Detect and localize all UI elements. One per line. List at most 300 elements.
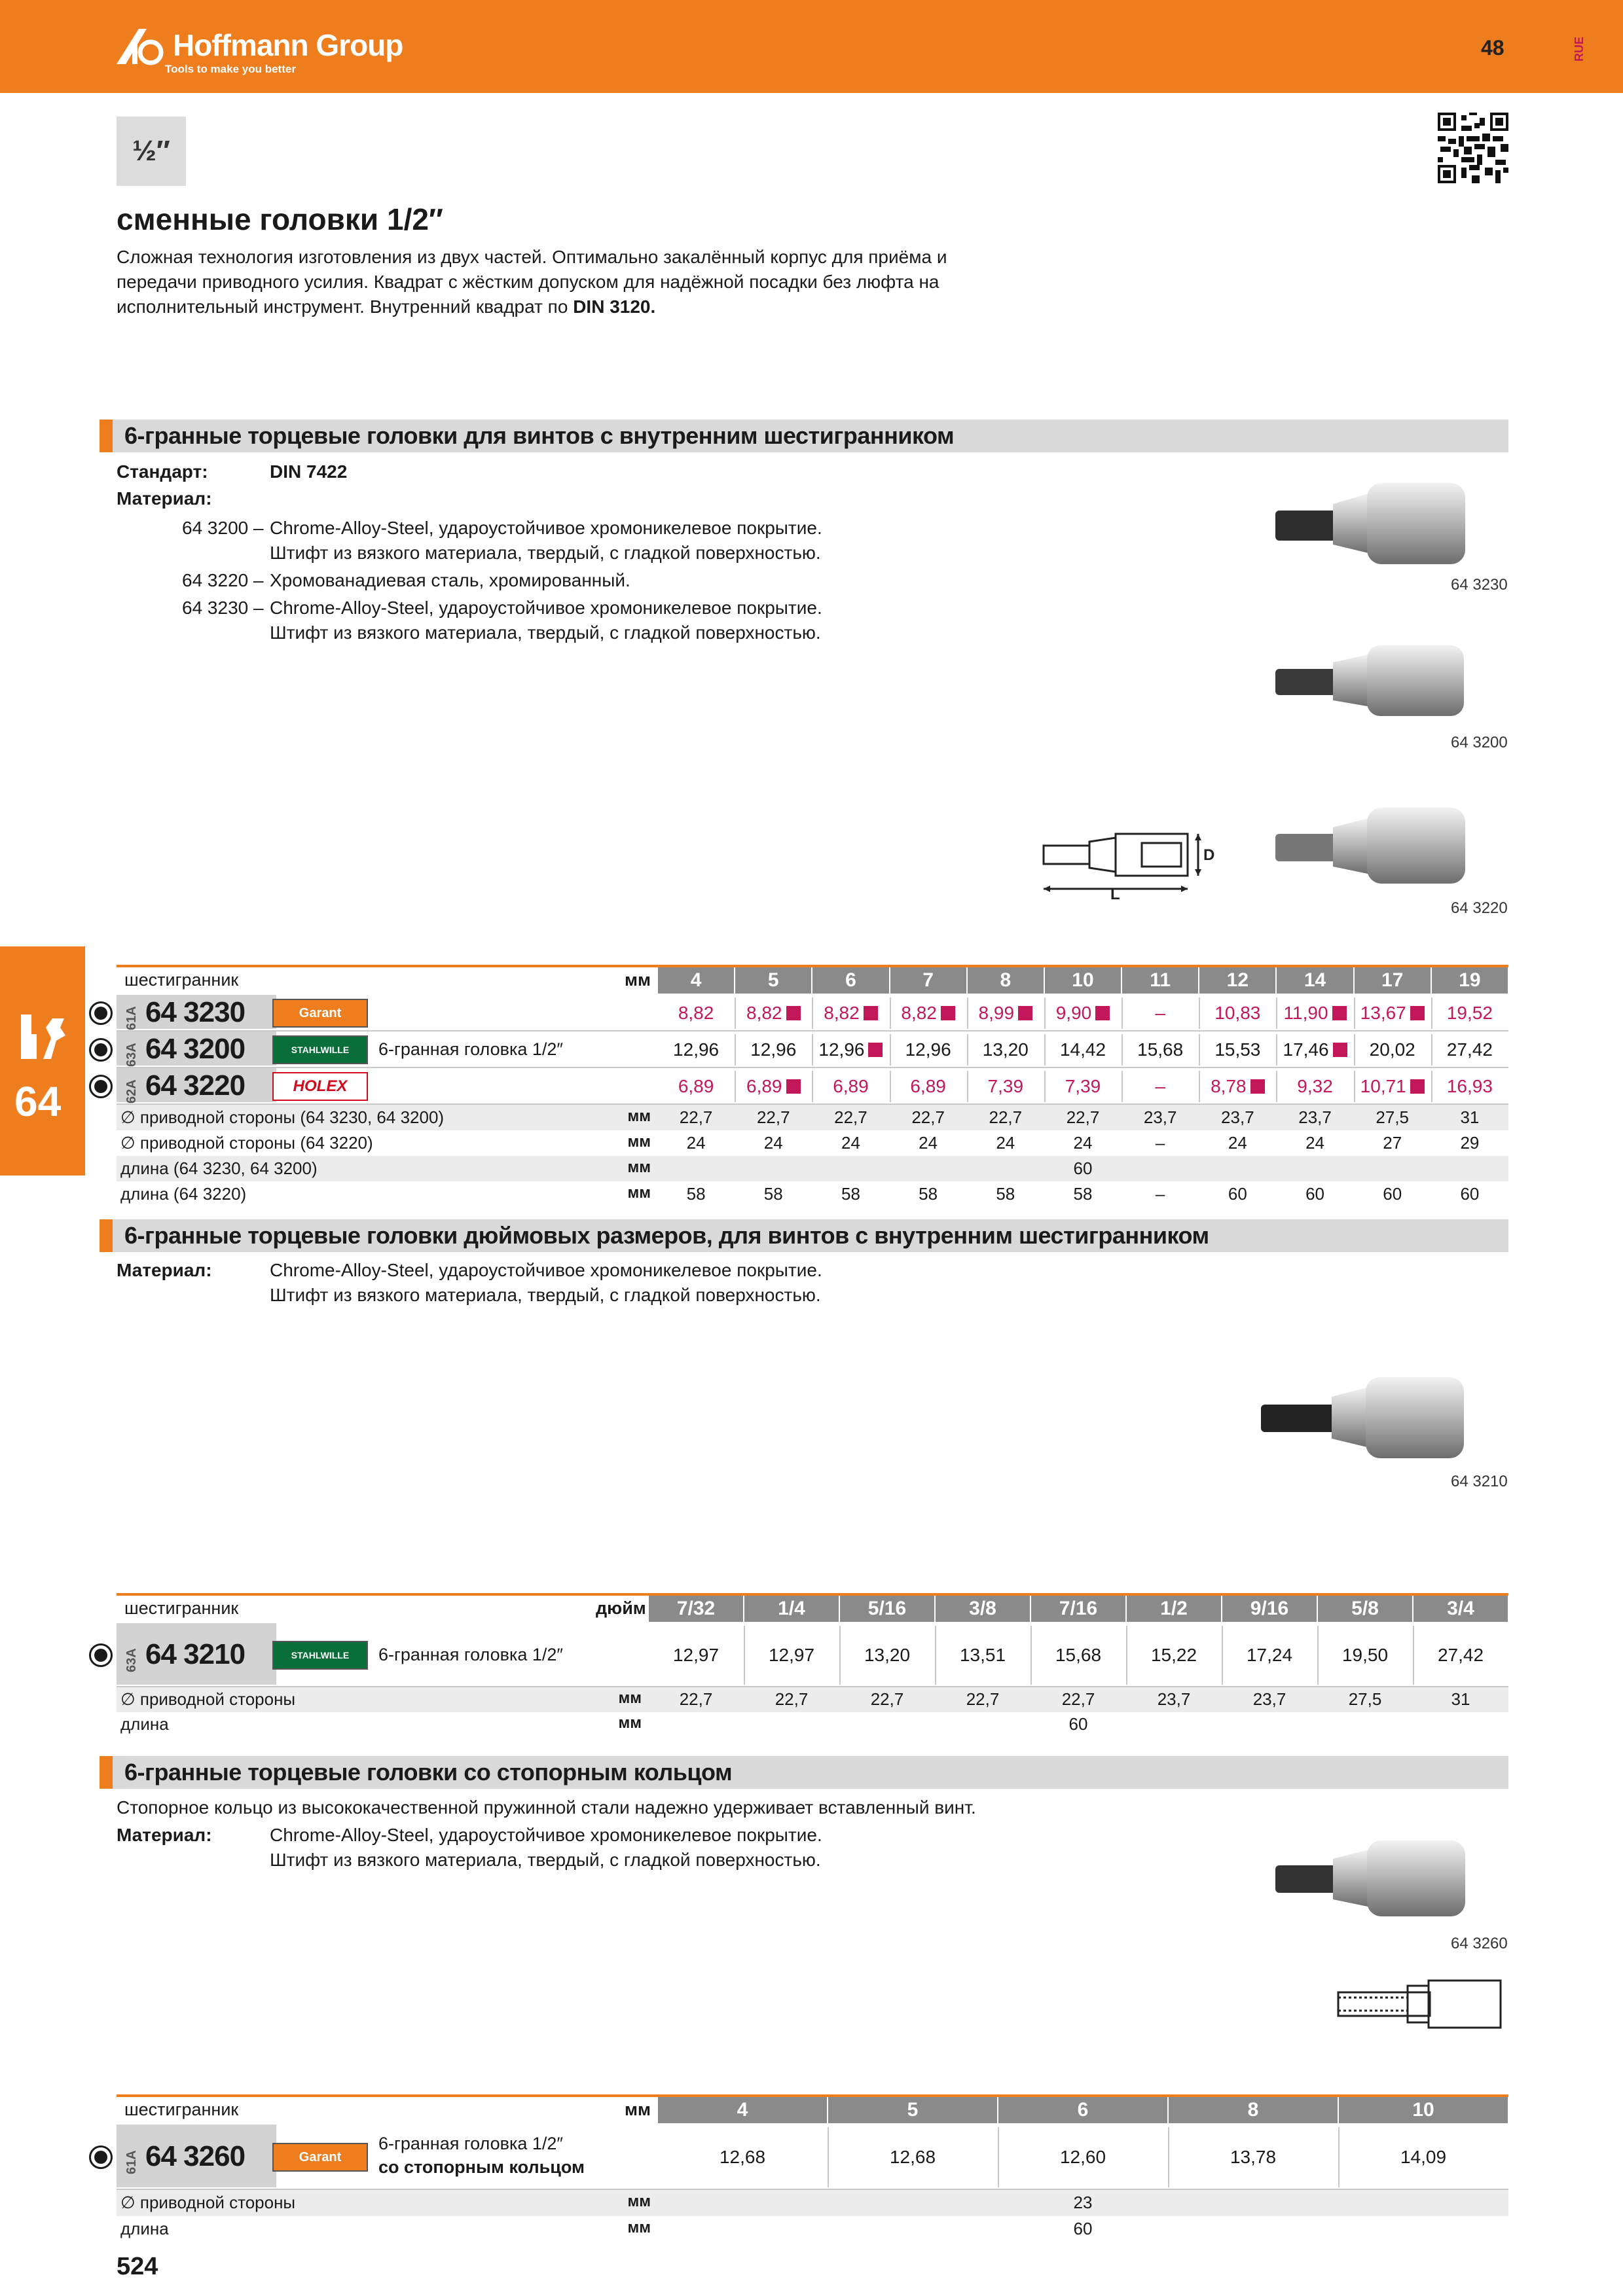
availability-dot-icon bbox=[89, 1001, 113, 1025]
column-separator bbox=[1222, 1626, 1223, 1685]
price-cell[interactable] bbox=[1168, 2146, 1338, 2168]
material-line: Штифт из вязкого материала, твердый, с гладкой поверхностью. bbox=[270, 1285, 821, 1305]
price-value: 14,09 bbox=[1400, 2147, 1447, 2167]
image-caption: 64 3200 bbox=[1451, 734, 1508, 751]
size-header-cell: 6 bbox=[998, 2097, 1167, 2123]
size-header-cell: 3/8 bbox=[936, 1596, 1030, 1622]
column-separator bbox=[1276, 1034, 1277, 1066]
price-value: 12,96 bbox=[818, 1039, 865, 1060]
brand-name: Hoffmann Group bbox=[173, 28, 403, 62]
spec-value: 22,7 bbox=[756, 1107, 790, 1127]
spec-value: 23,7 bbox=[1143, 1107, 1177, 1127]
price-value: 8,99 bbox=[978, 1003, 1015, 1023]
spec-value: 22,7 bbox=[911, 1107, 945, 1127]
column-separator bbox=[812, 1071, 813, 1102]
column-separator bbox=[1338, 2127, 1340, 2187]
price-cell[interactable] bbox=[935, 1644, 1030, 1666]
article-prefix: 61A bbox=[124, 2150, 139, 2174]
brand-logo-stahlwille: STAHLWILLE bbox=[272, 1641, 368, 1670]
spec-value: 24 bbox=[1073, 1132, 1093, 1153]
column-separator bbox=[1431, 1071, 1432, 1102]
size-header-cell: 5 bbox=[828, 2097, 997, 2123]
price-value: 12,96 bbox=[905, 1039, 951, 1060]
price-value: 12,97 bbox=[768, 1645, 815, 1665]
spec-label: длина (64 3230, 64 3200) bbox=[120, 1158, 318, 1178]
column-separator bbox=[1413, 1626, 1414, 1685]
price-value: 13,20 bbox=[864, 1645, 911, 1665]
spec-value-span: 23 bbox=[1073, 2193, 1093, 2212]
price-value: 13,20 bbox=[982, 1039, 1029, 1060]
column-separator bbox=[1431, 1034, 1432, 1066]
availability-dot-icon bbox=[89, 1643, 113, 1667]
promo-marker-icon bbox=[1095, 1006, 1110, 1020]
price-value: 14,42 bbox=[1059, 1039, 1106, 1060]
material-label: Материал: bbox=[117, 1825, 212, 1845]
intro-standard: DIN 3120. bbox=[573, 296, 656, 317]
column-separator bbox=[735, 997, 736, 1029]
price-value: 17,46 bbox=[1283, 1039, 1329, 1060]
wrench-icon bbox=[14, 1008, 71, 1064]
spec-value: 22,7 bbox=[966, 1689, 1000, 1709]
column-separator bbox=[935, 1626, 936, 1685]
spec-value: 22,7 bbox=[1066, 1107, 1100, 1127]
spec-value: 58 bbox=[1073, 1183, 1093, 1204]
article-number[interactable]: 64 3220 bbox=[145, 1069, 246, 1102]
price-value: 12,96 bbox=[750, 1039, 797, 1060]
article-prefix: 63A bbox=[124, 1648, 139, 1672]
price-cell[interactable] bbox=[744, 1644, 839, 1666]
promo-marker-icon bbox=[864, 1006, 878, 1020]
spec-value: 22,7 bbox=[679, 1107, 713, 1127]
size-header-cell: 7/16 bbox=[1031, 1596, 1125, 1622]
section-title: 6-гранные торцевые головки дюймовых размеров, для винтов с внутренним шестигранником bbox=[124, 1222, 1209, 1249]
price-cell[interactable] bbox=[1122, 1002, 1199, 1024]
material-line: Штифт из вязкого материала, твердый, с гладкой поверхностью. bbox=[270, 1850, 821, 1870]
section-intro: Стопорное кольцо из высококачественной пружинной стали надежно удерживает вставленный винт. bbox=[117, 1797, 976, 1818]
image-caption: 64 3230 bbox=[1451, 576, 1508, 594]
column-separator bbox=[1354, 1034, 1355, 1066]
availability-dot-icon bbox=[89, 1038, 113, 1062]
price-value: – bbox=[1155, 1003, 1165, 1023]
price-cell[interactable] bbox=[998, 2146, 1168, 2168]
column-separator bbox=[744, 1626, 745, 1685]
standard-value: DIN 7422 bbox=[270, 461, 348, 482]
dimension-d-label: D bbox=[1203, 846, 1215, 864]
price-cell[interactable] bbox=[648, 1644, 744, 1666]
size-header-cell: 10 bbox=[1339, 2097, 1508, 2123]
promo-marker-icon bbox=[786, 1079, 801, 1094]
price-value: 7,39 bbox=[987, 1076, 1024, 1096]
price-value: 10,83 bbox=[1214, 1003, 1261, 1023]
column-separator bbox=[890, 997, 891, 1029]
spec-value: 58 bbox=[919, 1183, 938, 1204]
promo-marker-icon bbox=[1250, 1079, 1265, 1094]
column-separator bbox=[1122, 997, 1123, 1029]
promo-marker-icon bbox=[1018, 1006, 1032, 1020]
size-header-cell: 1/4 bbox=[744, 1596, 839, 1622]
spec-label: длина (64 3220) bbox=[120, 1183, 247, 1204]
page-number: 524 bbox=[117, 2253, 158, 2280]
size-header-cell: 6 bbox=[812, 967, 888, 994]
spec-value: 29 bbox=[1460, 1132, 1480, 1153]
price-value: 8,82 bbox=[746, 1003, 782, 1023]
price-value: 12,96 bbox=[673, 1039, 720, 1060]
price-cell[interactable] bbox=[1222, 1644, 1317, 1666]
qr-code-icon[interactable] bbox=[1438, 113, 1508, 183]
column-separator bbox=[967, 997, 968, 1029]
promo-marker-icon bbox=[868, 1043, 883, 1057]
price-cell[interactable] bbox=[1030, 1644, 1126, 1666]
price-cell[interactable] bbox=[1431, 1075, 1508, 1098]
material-code: 64 3200 – bbox=[182, 518, 264, 538]
price-cell[interactable] bbox=[735, 1075, 812, 1098]
price-value: 27,42 bbox=[1446, 1039, 1493, 1060]
spec-value: – bbox=[1155, 1183, 1165, 1204]
spec-value: 27,5 bbox=[1376, 1107, 1410, 1127]
size-header-cell: 8 bbox=[1169, 2097, 1338, 2123]
column-separator bbox=[1122, 1071, 1123, 1102]
spec-label: длина bbox=[120, 1714, 169, 1734]
material-label: Материал: bbox=[117, 488, 212, 509]
column-separator bbox=[998, 2127, 999, 2187]
image-caption: 64 3260 bbox=[1451, 1935, 1508, 1952]
spec-value: 24 bbox=[763, 1132, 783, 1153]
spec-unit: мм bbox=[627, 1158, 651, 1176]
column-separator bbox=[1122, 1034, 1123, 1066]
price-cell[interactable] bbox=[812, 1002, 889, 1024]
section-accent bbox=[100, 1756, 113, 1789]
price-cell[interactable] bbox=[1413, 1644, 1508, 1666]
material-line: Chrome-Alloy-Steel, ударoустойчивое хромоникелевое покрытие. bbox=[270, 598, 822, 618]
material-line: Штифт из вязкого материала, твердый, с гладкой поверхностью. bbox=[270, 543, 821, 563]
price-value: 8,82 bbox=[678, 1003, 714, 1023]
language-code: RUE bbox=[1573, 37, 1586, 62]
column-separator bbox=[735, 1071, 736, 1102]
price-value: 11,90 bbox=[1283, 1003, 1328, 1023]
spec-value: 23,7 bbox=[1221, 1107, 1254, 1127]
spec-label: ∅ приводной стороны (64 3220) bbox=[120, 1132, 373, 1153]
price-value: 6,89 bbox=[833, 1076, 869, 1096]
size-header-cell: 19 bbox=[1432, 967, 1508, 994]
size-chip: ½″ bbox=[117, 117, 186, 186]
column-separator bbox=[1044, 1034, 1046, 1066]
availability-dot-icon bbox=[89, 2145, 113, 2169]
promo-marker-icon bbox=[1332, 1006, 1347, 1020]
chapter-number: 64 bbox=[14, 1078, 62, 1125]
column-separator bbox=[839, 1626, 841, 1685]
price-cell[interactable] bbox=[812, 1075, 889, 1098]
size-header-cell: 4 bbox=[658, 2097, 827, 2123]
article-prefix: 63A bbox=[124, 1043, 139, 1067]
size-header-cell: 14 bbox=[1277, 967, 1353, 994]
table-head-unit: мм bbox=[625, 970, 651, 990]
availability-dot-icon bbox=[89, 1075, 113, 1098]
spec-value: 23,7 bbox=[1252, 1689, 1286, 1709]
spec-label: ∅ приводной стороны (64 3230, 64 3200) bbox=[120, 1107, 445, 1127]
price-cell[interactable] bbox=[1354, 1039, 1431, 1061]
column-separator bbox=[890, 1071, 891, 1102]
column-separator bbox=[1431, 997, 1432, 1029]
spec-unit: мм bbox=[627, 1132, 651, 1151]
promo-marker-icon bbox=[1410, 1079, 1425, 1094]
promo-marker-icon bbox=[1410, 1006, 1425, 1020]
article-number[interactable]: 64 3200 bbox=[145, 1033, 246, 1065]
size-header-cell: 11 bbox=[1122, 967, 1198, 994]
price-cell[interactable] bbox=[1354, 1075, 1431, 1098]
spec-value: 60 bbox=[1305, 1183, 1324, 1204]
price-cell[interactable] bbox=[1044, 1002, 1122, 1024]
price-value: 12,97 bbox=[672, 1645, 720, 1665]
column-separator bbox=[1044, 997, 1046, 1029]
price-value: 20,02 bbox=[1369, 1039, 1415, 1060]
price-cell[interactable] bbox=[967, 1002, 1044, 1024]
spec-label: длина bbox=[120, 2219, 169, 2238]
price-cell[interactable] bbox=[828, 2146, 998, 2168]
price-cell[interactable] bbox=[1199, 1039, 1276, 1061]
size-header-cell: 7 bbox=[890, 967, 966, 994]
price-value: 15,68 bbox=[1137, 1039, 1184, 1060]
price-value: 13,67 bbox=[1360, 1003, 1406, 1023]
spec-value: 60 bbox=[1228, 1183, 1247, 1204]
material-label: Материал: bbox=[117, 1260, 212, 1280]
column-separator bbox=[967, 1071, 968, 1102]
spec-value: 31 bbox=[1451, 1689, 1470, 1709]
page-title: сменные головки 1/2″ bbox=[117, 202, 443, 236]
size-header-cell: 10 bbox=[1045, 967, 1121, 994]
column-separator bbox=[1199, 1034, 1200, 1066]
price-cell[interactable] bbox=[1044, 1039, 1122, 1061]
material-line: Chrome-Alloy-Steel, ударoустойчивое хромоникелевое покрытие. bbox=[270, 1260, 822, 1280]
price-cell[interactable] bbox=[735, 1039, 812, 1061]
spec-value: 58 bbox=[996, 1183, 1015, 1204]
spec-label: ∅ приводной стороны bbox=[120, 1689, 296, 1709]
price-cell[interactable] bbox=[1317, 1644, 1413, 1666]
article-description: 6-гранная головка 1/2″ bbox=[378, 2134, 563, 2153]
size-header-cell: 7/32 bbox=[649, 1596, 743, 1622]
price-cell[interactable] bbox=[1199, 1075, 1276, 1098]
price-value: 10,71 bbox=[1360, 1076, 1406, 1096]
price-value: 9,32 bbox=[1297, 1076, 1333, 1096]
price-value: 15,22 bbox=[1150, 1645, 1197, 1665]
spec-value: 24 bbox=[686, 1132, 706, 1153]
article-number[interactable]: 64 3260 bbox=[145, 2140, 246, 2172]
brand-logo-garant: Garant bbox=[272, 999, 368, 1028]
intro-text bbox=[117, 245, 968, 319]
price-value: 13,51 bbox=[959, 1645, 1006, 1665]
price-cell[interactable] bbox=[1431, 1002, 1508, 1024]
size-header-cell: 5/16 bbox=[840, 1596, 934, 1622]
section-accent bbox=[100, 1219, 113, 1252]
price-value: 17,24 bbox=[1246, 1645, 1293, 1665]
price-cell[interactable] bbox=[967, 1075, 1044, 1098]
image-caption: 64 3210 bbox=[1451, 1473, 1508, 1490]
column-separator bbox=[1030, 1626, 1032, 1685]
column-separator bbox=[828, 2127, 829, 2187]
table-head-unit: мм bbox=[625, 2100, 651, 2119]
section-accent bbox=[100, 420, 113, 452]
material-line: Штифт из вязкого материала, твердый, с гладкой поверхностью. bbox=[270, 622, 821, 643]
column-separator bbox=[812, 1034, 813, 1066]
retaining-ring-drawing bbox=[1336, 1978, 1508, 2030]
price-value: 7,39 bbox=[1065, 1076, 1101, 1096]
chapter-page-number: 48 bbox=[1481, 36, 1504, 60]
spec-value: 58 bbox=[841, 1183, 860, 1204]
spec-label: ∅ приводной стороны bbox=[120, 2193, 296, 2212]
brand-logo-stahlwille: STAHLWILLE bbox=[272, 1035, 368, 1064]
column-separator bbox=[1354, 997, 1355, 1029]
material-line: Хромованадиевая сталь, хромированный. bbox=[270, 570, 630, 590]
spec-unit: мм bbox=[627, 2219, 651, 2236]
spec-unit: мм bbox=[618, 1714, 642, 1732]
price-cell[interactable] bbox=[657, 2146, 828, 2168]
price-value: 9,90 bbox=[1055, 1003, 1092, 1023]
price-value: 6,89 bbox=[910, 1076, 946, 1096]
price-cell[interactable] bbox=[657, 1002, 735, 1024]
image-caption: 64 3220 bbox=[1451, 899, 1508, 917]
socket-image-643200[interactable] bbox=[1270, 641, 1508, 720]
column-separator bbox=[1317, 1626, 1319, 1685]
material-line: Chrome-Alloy-Steel, ударoустойчивое хромоникелевое покрытие. bbox=[270, 1825, 822, 1845]
column-separator bbox=[967, 1034, 968, 1066]
price-cell[interactable] bbox=[657, 1039, 735, 1061]
price-cell[interactable] bbox=[1338, 2146, 1508, 2168]
price-cell[interactable] bbox=[1122, 1075, 1199, 1098]
price-value: 8,82 bbox=[901, 1003, 937, 1023]
column-separator bbox=[1168, 2127, 1169, 2187]
size-header-cell: 5/8 bbox=[1318, 1596, 1412, 1622]
row-divider bbox=[117, 1030, 1508, 1031]
price-cell[interactable] bbox=[735, 1002, 812, 1024]
price-value: 13,78 bbox=[1230, 2147, 1277, 2167]
socket-image-643230[interactable] bbox=[1270, 478, 1508, 569]
spec-unit: мм bbox=[627, 2193, 651, 2210]
spec-value: 58 bbox=[686, 1183, 706, 1204]
price-cell[interactable] bbox=[1354, 1002, 1431, 1024]
price-cell[interactable] bbox=[812, 1039, 889, 1061]
column-separator bbox=[1044, 1071, 1046, 1102]
table-head-unit: дюйм bbox=[596, 1598, 646, 1618]
section-header-inch-hex bbox=[100, 1219, 1508, 1252]
promo-marker-icon bbox=[786, 1006, 801, 1020]
column-separator bbox=[890, 1034, 891, 1066]
spec-value: 23,7 bbox=[1157, 1689, 1191, 1709]
size-header-cell: 5 bbox=[735, 967, 811, 994]
table-head-label: шестигранник bbox=[124, 2100, 239, 2119]
spec-value: 27 bbox=[1383, 1132, 1402, 1153]
spec-value: 22,7 bbox=[989, 1107, 1023, 1127]
table-head-label: шестигранник bbox=[124, 970, 239, 990]
socket-image-643260[interactable] bbox=[1270, 1837, 1508, 1922]
standard-label: Стандарт: bbox=[117, 461, 208, 482]
price-cell[interactable] bbox=[657, 1075, 735, 1098]
spec-value: 27,5 bbox=[1348, 1689, 1382, 1709]
price-cell[interactable] bbox=[1276, 1002, 1353, 1024]
article-description: со стопорным кольцом bbox=[378, 2157, 585, 2177]
price-cell[interactable] bbox=[890, 1039, 967, 1061]
size-header-cell: 8 bbox=[968, 967, 1044, 994]
spec-unit: мм bbox=[618, 1689, 642, 1707]
spec-value: 24 bbox=[919, 1132, 938, 1153]
promo-marker-icon bbox=[1333, 1043, 1347, 1057]
price-value: 19,52 bbox=[1446, 1003, 1493, 1023]
price-cell[interactable] bbox=[890, 1002, 967, 1024]
article-number[interactable]: 64 3230 bbox=[145, 996, 246, 1028]
dimension-drawing bbox=[1037, 823, 1220, 899]
price-value: 15,53 bbox=[1214, 1039, 1261, 1060]
promo-marker-icon bbox=[941, 1006, 955, 1020]
spec-value-span: 60 bbox=[1068, 1714, 1088, 1734]
material-line: Chrome-Alloy-Steel, ударoустойчивое хромоникелевое покрытие. bbox=[270, 518, 822, 538]
price-value: 12,68 bbox=[889, 2147, 936, 2167]
column-separator bbox=[1126, 1626, 1127, 1685]
price-value: 12,60 bbox=[1059, 2147, 1106, 2167]
spec-value: 23,7 bbox=[1298, 1107, 1332, 1127]
price-value: 12,68 bbox=[719, 2147, 766, 2167]
spec-value: 31 bbox=[1460, 1107, 1480, 1127]
price-value: 6,89 bbox=[746, 1076, 782, 1096]
spec-value: 22,7 bbox=[1061, 1689, 1095, 1709]
section-title: 6-гранные торцевые головки для винтов с внутренним шестигранником bbox=[124, 422, 955, 449]
column-separator bbox=[735, 1034, 736, 1066]
spec-value: 58 bbox=[763, 1183, 783, 1204]
column-separator bbox=[1199, 1071, 1200, 1102]
spec-value: 22,7 bbox=[679, 1689, 713, 1709]
price-cell[interactable] bbox=[967, 1039, 1044, 1061]
spec-value: 24 bbox=[1305, 1132, 1324, 1153]
price-value: 19,50 bbox=[1341, 1645, 1389, 1665]
price-value: 8,82 bbox=[824, 1003, 860, 1023]
price-value: 6,89 bbox=[678, 1076, 714, 1096]
price-value: 27,42 bbox=[1437, 1645, 1484, 1665]
spec-value: 24 bbox=[996, 1132, 1015, 1153]
table-head-label: шестигранник bbox=[124, 1598, 239, 1618]
article-prefix: 61A bbox=[124, 1006, 139, 1030]
size-header-cell: 3/4 bbox=[1413, 1596, 1508, 1622]
article-description: 6-гранная головка 1/2″ bbox=[378, 1645, 563, 1664]
spec-value-span: 60 bbox=[1073, 2219, 1093, 2238]
intro-body: Сложная технология изготовления из двух частей. Оптимально закалённый корпус для приёма и передачи приводного усилия. Квадрат с жёстким допуском для надёжной посадки без люфта на исполнительный инструмент. Внутренний квадрат по bbox=[117, 247, 947, 317]
spec-value: 24 bbox=[1228, 1132, 1247, 1153]
brand-tagline: Tools to make you better bbox=[165, 63, 296, 75]
socket-image-643220[interactable] bbox=[1270, 804, 1508, 889]
brand-logo-garant: Garant bbox=[272, 2143, 368, 2172]
price-cell[interactable] bbox=[1276, 1075, 1353, 1098]
price-cell[interactable] bbox=[839, 1644, 935, 1666]
price-cell[interactable] bbox=[1044, 1075, 1122, 1098]
size-header-cell: 17 bbox=[1355, 967, 1431, 994]
material-code: 64 3230 – bbox=[182, 598, 264, 618]
price-cell[interactable] bbox=[1431, 1039, 1508, 1061]
price-cell[interactable] bbox=[1276, 1039, 1353, 1061]
price-cell[interactable] bbox=[890, 1075, 967, 1098]
article-number[interactable]: 64 3210 bbox=[145, 1638, 246, 1670]
article-prefix: 62A bbox=[124, 1079, 139, 1103]
price-cell[interactable] bbox=[1126, 1644, 1222, 1666]
price-cell[interactable] bbox=[1122, 1039, 1199, 1061]
spec-value-span: 60 bbox=[1073, 1158, 1093, 1178]
section-header-hex-socket bbox=[100, 420, 1508, 452]
spec-unit: мм bbox=[627, 1107, 651, 1125]
spec-value: 22,7 bbox=[775, 1689, 809, 1709]
row-divider bbox=[117, 1067, 1508, 1068]
socket-image-643210[interactable] bbox=[1257, 1373, 1508, 1462]
dimension-l-label: L bbox=[1110, 886, 1120, 899]
article-description: 6-гранная головка 1/2″ bbox=[378, 1039, 563, 1059]
section-header-retaining-ring bbox=[100, 1756, 1508, 1789]
price-cell[interactable] bbox=[1199, 1002, 1276, 1024]
size-header-cell: 12 bbox=[1199, 967, 1275, 994]
size-header-cell: 9/16 bbox=[1222, 1596, 1317, 1622]
